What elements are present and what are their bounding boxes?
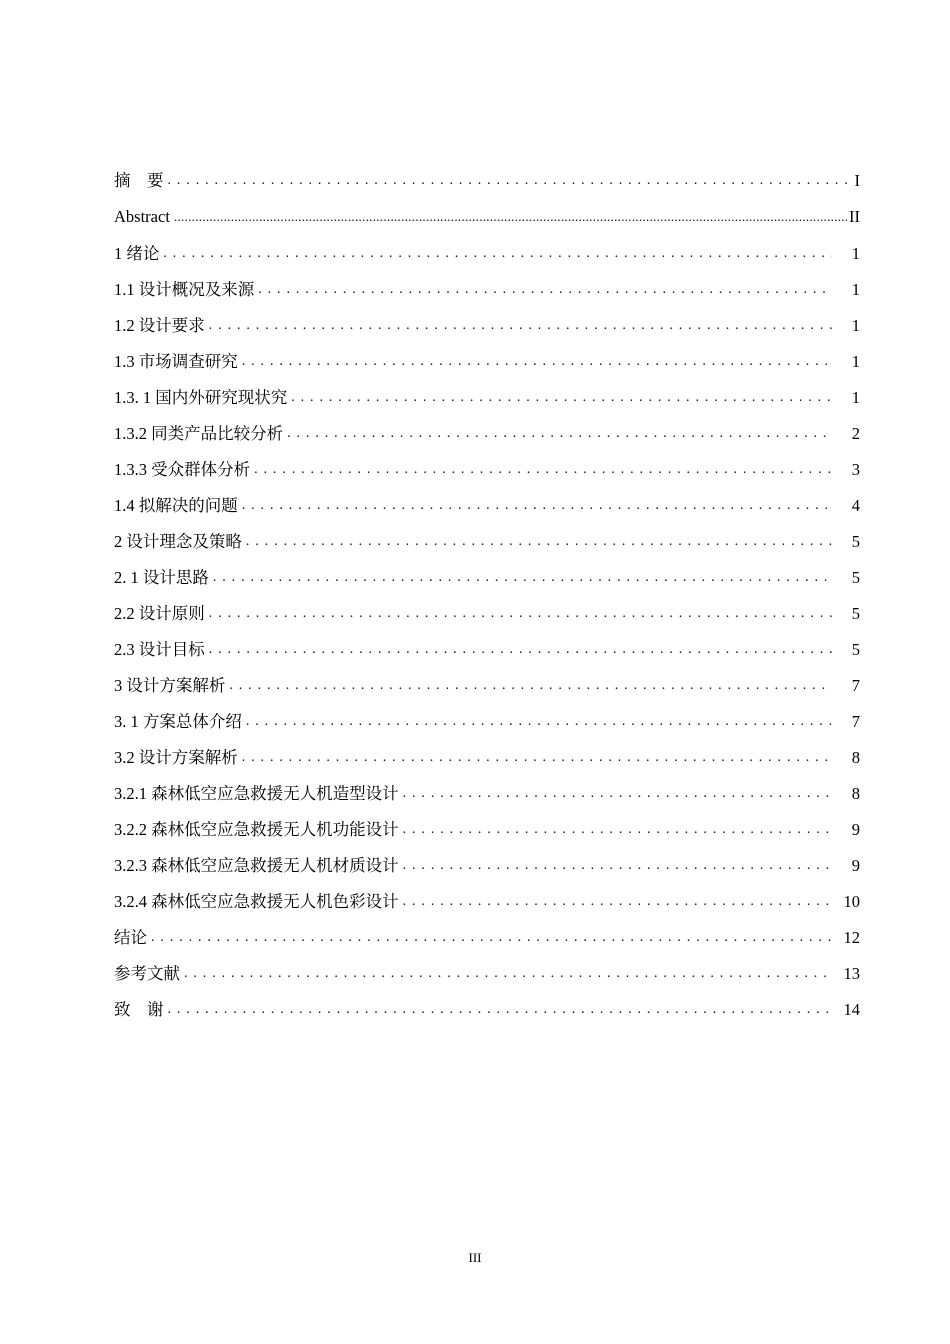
toc-entry-page: 7 <box>851 676 860 695</box>
toc-entry-3-2-4[interactable] <box>114 884 860 920</box>
toc-entry-1-3-2[interactable] <box>114 416 860 452</box>
toc-entry-3-1[interactable] <box>114 704 860 740</box>
toc-entry-label: 1 绪论 <box>114 236 161 272</box>
dot-leader <box>244 524 832 560</box>
dot-leader <box>289 380 832 416</box>
dot-leader <box>401 812 832 848</box>
toc-entry-label: 2 设计理念及策略 <box>114 524 244 560</box>
toc-entry-page: II <box>849 207 860 226</box>
toc-entry-page: 12 <box>843 928 860 947</box>
toc-entry-page: 14 <box>843 1000 860 1019</box>
toc-entry-conclusion[interactable] <box>114 920 860 956</box>
toc-entry-page: 3 <box>851 460 860 479</box>
dot-leader <box>252 452 832 488</box>
toc-entry-page: 7 <box>851 712 860 731</box>
toc-entry-chapter-2[interactable] <box>114 524 860 560</box>
toc-entry-page: 13 <box>843 964 860 983</box>
toc-entry-page: 5 <box>851 604 860 623</box>
dot-leader <box>207 632 832 668</box>
toc-entry-page: 1 <box>851 280 860 299</box>
toc-entry-label: 3.2.4 森林低空应急救援无人机色彩设计 <box>114 884 401 920</box>
toc-entry-label: 1.3 市场调查研究 <box>114 344 240 380</box>
dot-leader <box>166 992 833 1028</box>
toc-entry-1-3-3[interactable] <box>114 452 860 488</box>
toc-entry-label: 结论 <box>114 920 149 956</box>
dot-leader <box>227 668 832 704</box>
toc-entry-1-1[interactable] <box>114 272 860 308</box>
toc-entry-label: 参考文献 <box>114 956 182 992</box>
toc-entry-label: 1.2 设计要求 <box>114 308 207 344</box>
toc-entry-2-1[interactable] <box>114 560 860 596</box>
dot-leader <box>166 163 851 199</box>
toc-entry-1-3[interactable] <box>114 344 860 380</box>
toc-entry-chapter-1[interactable] <box>114 236 860 272</box>
toc-entry-label: 1.3.3 受众群体分析 <box>114 452 252 488</box>
dot-leader <box>240 488 832 524</box>
toc-entry-2-3[interactable] <box>114 632 860 668</box>
toc-entry-chapter-3[interactable] <box>114 668 860 704</box>
toc-entry-label: 1.3.2 同类产品比较分析 <box>114 416 285 452</box>
dot-leader <box>401 776 832 812</box>
toc-entry-abstract-cn[interactable] <box>114 164 860 198</box>
toc-entry-label: 3.2.2 森林低空应急救援无人机功能设计 <box>114 812 401 848</box>
toc-entry-label: 3 设计方案解析 <box>114 668 227 704</box>
toc-entry-page: 1 <box>851 244 860 263</box>
dot-leader <box>401 848 832 884</box>
toc-entry-page: 5 <box>851 640 860 659</box>
toc-entry-label: 2.2 设计原则 <box>114 596 207 632</box>
toc-entry-label: 摘 要 <box>114 163 166 199</box>
toc-entry-page: 8 <box>851 748 860 767</box>
dot-leader <box>182 956 832 992</box>
table-of-contents <box>114 164 860 1028</box>
dot-leader <box>240 740 832 776</box>
toc-entry-references[interactable] <box>114 956 860 992</box>
toc-entry-label: 致 谢 <box>114 992 166 1028</box>
dot-leader <box>207 308 832 344</box>
dot-leader <box>149 920 832 956</box>
toc-entry-label: 2. 1 设计思路 <box>114 560 211 596</box>
dot-leader <box>211 560 832 596</box>
dot-leader <box>207 596 832 632</box>
toc-entry-3-2-2[interactable] <box>114 812 860 848</box>
toc-entry-page: 1 <box>851 316 860 335</box>
toc-entry-page: 2 <box>851 424 860 443</box>
toc-entry-page: 8 <box>851 784 860 803</box>
toc-entry-page: 9 <box>851 820 860 839</box>
toc-entry-page: 1 <box>851 352 860 371</box>
dot-leader <box>172 199 847 235</box>
toc-entry-abstract-en[interactable] <box>114 198 860 236</box>
toc-entry-page: 1 <box>851 388 860 407</box>
toc-entry-2-2[interactable] <box>114 596 860 632</box>
toc-entry-3-2-1[interactable] <box>114 776 860 812</box>
page-number: III <box>468 1250 482 1265</box>
toc-entry-3-2-3[interactable] <box>114 848 860 884</box>
dot-leader <box>240 344 832 380</box>
toc-entry-label: Abstract <box>114 199 172 235</box>
dot-leader <box>285 416 832 452</box>
toc-entry-page: I <box>854 171 860 190</box>
toc-entry-page: 4 <box>851 496 860 515</box>
dot-leader <box>256 272 832 308</box>
toc-entry-acknowledgements[interactable] <box>114 992 860 1028</box>
toc-entry-label: 1.1 设计概况及来源 <box>114 272 256 308</box>
toc-entry-3-2[interactable] <box>114 740 860 776</box>
toc-entry-label: 1.3. 1 国内外研究现状究 <box>114 380 289 416</box>
toc-entry-label: 3.2.1 森林低空应急救援无人机造型设计 <box>114 776 401 812</box>
toc-entry-1-4[interactable] <box>114 488 860 524</box>
toc-entry-label: 3. 1 方案总体介绍 <box>114 704 244 740</box>
toc-entry-page: 9 <box>851 856 860 875</box>
dot-leader <box>401 884 832 920</box>
toc-entry-page: 5 <box>851 532 860 551</box>
toc-entry-label: 2.3 设计目标 <box>114 632 207 668</box>
toc-entry-page: 5 <box>851 568 860 587</box>
toc-entry-label: 3.2.3 森林低空应急救援无人机材质设计 <box>114 848 401 884</box>
toc-entry-1-3-1[interactable] <box>114 380 860 416</box>
dot-leader <box>244 704 832 740</box>
toc-entry-page: 10 <box>843 892 860 911</box>
toc-entry-label: 3.2 设计方案解析 <box>114 740 240 776</box>
dot-leader <box>161 236 832 272</box>
toc-entry-label: 1.4 拟解决的问题 <box>114 488 240 524</box>
toc-entry-1-2[interactable] <box>114 308 860 344</box>
